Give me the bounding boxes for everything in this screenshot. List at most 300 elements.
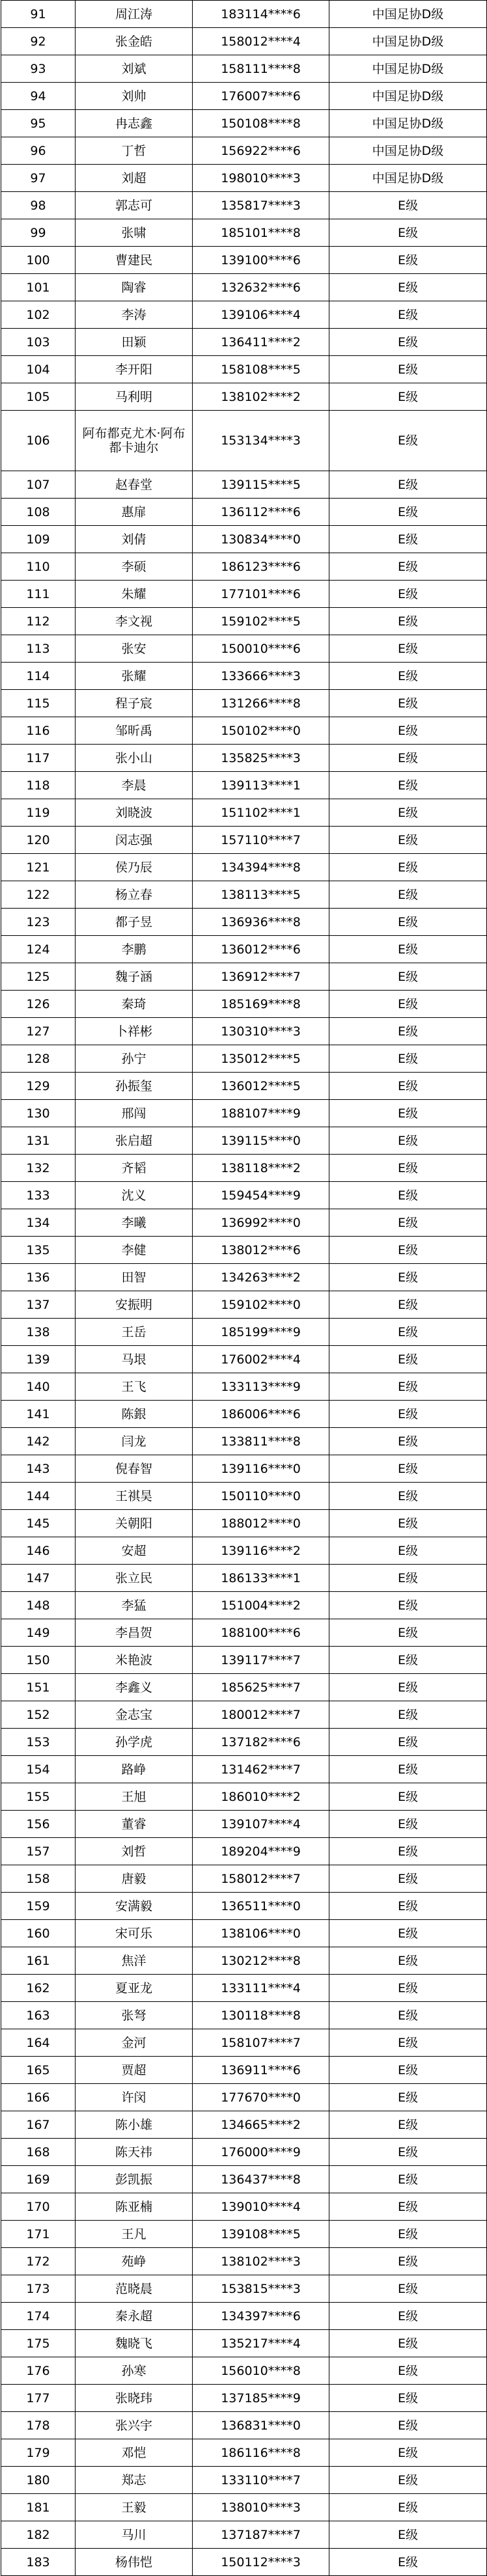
coach-name-cell: 李开阳 <box>76 356 193 383</box>
table-row <box>1 2467 487 2494</box>
license-level-cell: E级 <box>329 1865 487 1893</box>
license-level-cell: E级 <box>329 663 487 690</box>
phone-masked-cell: 130834****0 <box>193 526 329 553</box>
row-number-cell: 177 <box>1 2385 76 2412</box>
row-number-cell: 138 <box>1 1319 76 1346</box>
coach-name-cell: 刘帅 <box>76 83 193 110</box>
table-row <box>1 1865 487 1893</box>
row-number-cell: 91 <box>1 1 76 28</box>
coach-name-cell: 张耀 <box>76 663 193 690</box>
table-row <box>1 2494 487 2521</box>
coach-name-cell: 李鹏 <box>76 936 193 963</box>
license-level-cell: E级 <box>329 2029 487 2057</box>
license-level-cell: E级 <box>329 1483 487 1510</box>
license-level-cell: E级 <box>329 301 487 329</box>
row-number-cell: 121 <box>1 854 76 881</box>
row-number-cell: 102 <box>1 301 76 329</box>
license-level-cell: E级 <box>329 553 487 581</box>
license-level-cell: E级 <box>329 274 487 301</box>
coach-name-cell: 陶睿 <box>76 274 193 301</box>
table-row <box>1 1647 487 1674</box>
row-number-cell: 128 <box>1 1045 76 1073</box>
row-number-cell: 154 <box>1 1756 76 1783</box>
table-row <box>1 1947 487 1975</box>
phone-masked-cell: 136912****7 <box>193 963 329 991</box>
table-row <box>1 2521 487 2549</box>
row-number-cell: 103 <box>1 329 76 356</box>
row-number-cell: 113 <box>1 635 76 663</box>
license-level-cell: E级 <box>329 799 487 827</box>
license-level-cell: E级 <box>329 1756 487 1783</box>
license-level-cell: 中国足协D级 <box>329 28 487 55</box>
table-row <box>1 1237 487 1264</box>
license-level-cell: E级 <box>329 1455 487 1483</box>
license-level-cell: E级 <box>329 1592 487 1619</box>
table-row <box>1 356 487 383</box>
license-level-cell: E级 <box>329 1319 487 1346</box>
row-number-cell: 156 <box>1 1811 76 1838</box>
table-row <box>1 499 487 526</box>
license-level-cell: E级 <box>329 1401 487 1428</box>
row-number-cell: 140 <box>1 1373 76 1401</box>
coach-name-cell: 曹建民 <box>76 247 193 274</box>
phone-masked-cell: 130118****8 <box>193 2002 329 2029</box>
phone-masked-cell: 139115****0 <box>193 1127 329 1155</box>
row-number-cell: 127 <box>1 1018 76 1045</box>
phone-masked-cell: 139106****4 <box>193 301 329 329</box>
coach-name-cell: 王飞 <box>76 1373 193 1401</box>
phone-masked-cell: 177101****6 <box>193 581 329 608</box>
coach-name-cell: 秦永超 <box>76 2303 193 2330</box>
phone-masked-cell: 135012****5 <box>193 1045 329 1073</box>
row-number-cell: 125 <box>1 963 76 991</box>
license-level-cell: E级 <box>329 219 487 247</box>
license-level-cell: E级 <box>329 383 487 411</box>
coach-name-cell: 魏子涵 <box>76 963 193 991</box>
table-row <box>1 301 487 329</box>
table-row <box>1 1975 487 2002</box>
coach-name-cell: 李鑫义 <box>76 1674 193 1701</box>
coach-name-cell: 王凡 <box>76 2221 193 2248</box>
row-number-cell: 162 <box>1 1975 76 2002</box>
license-level-cell: E级 <box>329 2248 487 2275</box>
roster-table <box>1 0 487 2576</box>
table-row <box>1 2111 487 2139</box>
table-row <box>1 1783 487 1811</box>
coach-name-cell: 郑志 <box>76 2467 193 2494</box>
coach-name-cell: 张启超 <box>76 1127 193 1155</box>
phone-masked-cell: 186010****2 <box>193 1783 329 1811</box>
coach-name-cell: 杨伟恺 <box>76 2549 193 2576</box>
table-row <box>1 1483 487 1510</box>
table-row <box>1 854 487 881</box>
row-number-cell: 174 <box>1 2303 76 2330</box>
phone-masked-cell: 133110****7 <box>193 2467 329 2494</box>
phone-masked-cell: 186123****6 <box>193 553 329 581</box>
row-number-cell: 135 <box>1 1237 76 1264</box>
phone-masked-cell: 139116****0 <box>193 1455 329 1483</box>
coach-name-cell: 宋可乐 <box>76 1920 193 1947</box>
phone-masked-cell: 136411****2 <box>193 329 329 356</box>
coach-name-cell: 刘斌 <box>76 55 193 83</box>
row-number-cell: 182 <box>1 2521 76 2549</box>
table-row <box>1 1455 487 1483</box>
table-row <box>1 745 487 772</box>
license-level-cell: E级 <box>329 2139 487 2166</box>
phone-masked-cell: 150102****0 <box>193 717 329 745</box>
row-number-cell: 132 <box>1 1155 76 1182</box>
table-row <box>1 2029 487 2057</box>
license-level-cell: E级 <box>329 2549 487 2576</box>
license-level-cell: E级 <box>329 2193 487 2221</box>
coach-name-cell: 赵春堂 <box>76 471 193 499</box>
row-number-cell: 111 <box>1 581 76 608</box>
license-level-cell: E级 <box>329 356 487 383</box>
table-row <box>1 936 487 963</box>
phone-masked-cell: 130212****8 <box>193 1947 329 1975</box>
row-number-cell: 152 <box>1 1701 76 1729</box>
phone-masked-cell: 185199****9 <box>193 1319 329 1346</box>
table-row <box>1 1674 487 1701</box>
row-number-cell: 181 <box>1 2494 76 2521</box>
row-number-cell: 166 <box>1 2084 76 2111</box>
row-number-cell: 112 <box>1 608 76 635</box>
table-row <box>1 411 487 471</box>
table-row <box>1 1209 487 1237</box>
row-number-cell: 110 <box>1 553 76 581</box>
table-row <box>1 881 487 909</box>
phone-masked-cell: 135817****3 <box>193 192 329 219</box>
table-row <box>1 219 487 247</box>
table-row <box>1 165 487 192</box>
table-row <box>1 1838 487 1865</box>
license-level-cell: E级 <box>329 1264 487 1291</box>
table-row <box>1 1319 487 1346</box>
table-row <box>1 55 487 83</box>
coach-name-cell: 周江涛 <box>76 1 193 28</box>
table-row <box>1 274 487 301</box>
table-row <box>1 663 487 690</box>
phone-masked-cell: 156922****6 <box>193 137 329 165</box>
row-number-cell: 136 <box>1 1264 76 1291</box>
coach-name-cell: 刘超 <box>76 165 193 192</box>
phone-masked-cell: 188107****9 <box>193 1100 329 1127</box>
phone-masked-cell: 150112****3 <box>193 2549 329 2576</box>
license-level-cell: 中国足协D级 <box>329 55 487 83</box>
table-row <box>1 1893 487 1920</box>
license-level-cell: E级 <box>329 881 487 909</box>
phone-masked-cell: 133113****9 <box>193 1373 329 1401</box>
coach-name-cell: 李涛 <box>76 301 193 329</box>
table-row <box>1 690 487 717</box>
table-row <box>1 2357 487 2385</box>
coach-name-cell: 唐毅 <box>76 1865 193 1893</box>
table-row <box>1 2330 487 2357</box>
phone-masked-cell: 150010****6 <box>193 635 329 663</box>
row-number-cell: 170 <box>1 2193 76 2221</box>
table-row <box>1 137 487 165</box>
license-level-cell: E级 <box>329 1947 487 1975</box>
phone-masked-cell: 134263****2 <box>193 1264 329 1291</box>
phone-masked-cell: 183114****6 <box>193 1 329 28</box>
license-level-cell: E级 <box>329 690 487 717</box>
phone-masked-cell: 138113****5 <box>193 881 329 909</box>
table-row <box>1 329 487 356</box>
phone-masked-cell: 137185****9 <box>193 2385 329 2412</box>
phone-masked-cell: 198010****3 <box>193 165 329 192</box>
row-number-cell: 141 <box>1 1401 76 1428</box>
coach-name-cell: 孙宁 <box>76 1045 193 1073</box>
table-row <box>1 1 487 28</box>
row-number-cell: 123 <box>1 909 76 936</box>
row-number-cell: 134 <box>1 1209 76 1237</box>
coach-name-cell: 刘哲 <box>76 1838 193 1865</box>
license-level-cell: E级 <box>329 2439 487 2467</box>
coach-name-cell: 安振明 <box>76 1291 193 1319</box>
license-level-cell: E级 <box>329 2166 487 2193</box>
phone-masked-cell: 138106****0 <box>193 1920 329 1947</box>
row-number-cell: 101 <box>1 274 76 301</box>
table-row <box>1 526 487 553</box>
phone-masked-cell: 177670****0 <box>193 2084 329 2111</box>
phone-masked-cell: 153134****3 <box>193 411 329 471</box>
coach-name-cell: 朱耀 <box>76 581 193 608</box>
table-row <box>1 608 487 635</box>
coach-name-cell: 安超 <box>76 1537 193 1565</box>
table-row <box>1 1291 487 1319</box>
row-number-cell: 147 <box>1 1565 76 1592</box>
coach-name-cell: 惠扉 <box>76 499 193 526</box>
phone-masked-cell: 132632****6 <box>193 274 329 301</box>
phone-masked-cell: 157110****7 <box>193 827 329 854</box>
row-number-cell: 150 <box>1 1647 76 1674</box>
license-level-cell: E级 <box>329 1373 487 1401</box>
coach-name-cell: 张兴宇 <box>76 2412 193 2439</box>
license-level-cell: 中国足协D级 <box>329 137 487 165</box>
row-number-cell: 158 <box>1 1865 76 1893</box>
phone-masked-cell: 133111****4 <box>193 1975 329 2002</box>
phone-masked-cell: 158012****4 <box>193 28 329 55</box>
table-row <box>1 1182 487 1209</box>
coach-name-cell: 李曦 <box>76 1209 193 1237</box>
license-level-cell: E级 <box>329 192 487 219</box>
phone-masked-cell: 156010****8 <box>193 2357 329 2385</box>
table-row <box>1 1729 487 1756</box>
coach-name-cell: 侯乃辰 <box>76 854 193 881</box>
phone-masked-cell: 185101****8 <box>193 219 329 247</box>
row-number-cell: 169 <box>1 2166 76 2193</box>
table-row <box>1 909 487 936</box>
table-row <box>1 1045 487 1073</box>
table-row <box>1 1073 487 1100</box>
coach-name-cell: 王毅 <box>76 2494 193 2521</box>
row-number-cell: 143 <box>1 1455 76 1483</box>
row-number-cell: 148 <box>1 1592 76 1619</box>
coach-name-cell: 王祺昊 <box>76 1483 193 1510</box>
coach-name-cell: 丁哲 <box>76 137 193 165</box>
row-number-cell: 93 <box>1 55 76 83</box>
coach-name-cell: 张安 <box>76 635 193 663</box>
row-number-cell: 180 <box>1 2467 76 2494</box>
coach-name-cell: 李硕 <box>76 553 193 581</box>
license-level-cell: E级 <box>329 1619 487 1647</box>
row-number-cell: 129 <box>1 1073 76 1100</box>
license-level-cell: 中国足协D级 <box>329 83 487 110</box>
coach-name-cell: 许闵 <box>76 2084 193 2111</box>
row-number-cell: 94 <box>1 83 76 110</box>
phone-masked-cell: 136112****6 <box>193 499 329 526</box>
row-number-cell: 105 <box>1 383 76 411</box>
coach-name-cell: 邹昕禹 <box>76 717 193 745</box>
license-level-cell: 中国足协D级 <box>329 1 487 28</box>
coach-name-cell: 齐韬 <box>76 1155 193 1182</box>
coach-name-cell: 邓恺 <box>76 2439 193 2467</box>
coach-name-cell: 孙寒 <box>76 2357 193 2385</box>
license-level-cell: E级 <box>329 1565 487 1592</box>
phone-masked-cell: 185169****8 <box>193 991 329 1018</box>
row-number-cell: 168 <box>1 2139 76 2166</box>
table-row <box>1 1264 487 1291</box>
phone-masked-cell: 138102****3 <box>193 2248 329 2275</box>
table-row <box>1 2057 487 2084</box>
table-row <box>1 581 487 608</box>
row-number-cell: 183 <box>1 2549 76 2576</box>
roster-table-body <box>1 1 487 2576</box>
coach-name-cell: 李文视 <box>76 608 193 635</box>
license-level-cell: E级 <box>329 936 487 963</box>
table-row <box>1 110 487 137</box>
license-level-cell: E级 <box>329 2002 487 2029</box>
coach-name-cell: 陈亚楠 <box>76 2193 193 2221</box>
phone-masked-cell: 158108****5 <box>193 356 329 383</box>
coach-name-cell: 金河 <box>76 2029 193 2057</box>
table-row <box>1 1401 487 1428</box>
phone-masked-cell: 158107****7 <box>193 2029 329 2057</box>
license-level-cell: E级 <box>329 2111 487 2139</box>
table-row <box>1 1701 487 1729</box>
phone-masked-cell: 139100****6 <box>193 247 329 274</box>
coach-name-cell: 董睿 <box>76 1811 193 1838</box>
table-row <box>1 1565 487 1592</box>
table-row <box>1 1373 487 1401</box>
license-level-cell: E级 <box>329 1237 487 1264</box>
license-level-cell: E级 <box>329 1811 487 1838</box>
license-level-cell: E级 <box>329 909 487 936</box>
phone-masked-cell: 150108****8 <box>193 110 329 137</box>
row-number-cell: 122 <box>1 881 76 909</box>
row-number-cell: 119 <box>1 799 76 827</box>
row-number-cell: 133 <box>1 1182 76 1209</box>
row-number-cell: 146 <box>1 1537 76 1565</box>
phone-masked-cell: 133811****8 <box>193 1428 329 1455</box>
phone-masked-cell: 134394****8 <box>193 854 329 881</box>
coach-name-cell: 贾超 <box>76 2057 193 2084</box>
license-level-cell: E级 <box>329 1346 487 1373</box>
license-level-cell: E级 <box>329 963 487 991</box>
phone-masked-cell: 139113****1 <box>193 772 329 799</box>
table-row <box>1 991 487 1018</box>
coach-name-cell: 张金皓 <box>76 28 193 55</box>
phone-masked-cell: 188100****6 <box>193 1619 329 1647</box>
coach-name-cell: 马垠 <box>76 1346 193 1373</box>
table-row <box>1 2084 487 2111</box>
license-level-cell: E级 <box>329 1729 487 1756</box>
row-number-cell: 171 <box>1 2221 76 2248</box>
phone-masked-cell: 134665****2 <box>193 2111 329 2139</box>
license-level-cell: E级 <box>329 247 487 274</box>
row-number-cell: 159 <box>1 1893 76 1920</box>
table-row <box>1 1619 487 1647</box>
phone-masked-cell: 139117****7 <box>193 1647 329 1674</box>
row-number-cell: 109 <box>1 526 76 553</box>
license-level-cell: E级 <box>329 1045 487 1073</box>
row-number-cell: 151 <box>1 1674 76 1701</box>
row-number-cell: 142 <box>1 1428 76 1455</box>
coach-name-cell: 程子宸 <box>76 690 193 717</box>
license-level-cell: E级 <box>329 1975 487 2002</box>
coach-name-cell: 沈义 <box>76 1182 193 1209</box>
phone-masked-cell: 186006****6 <box>193 1401 329 1428</box>
license-level-cell: E级 <box>329 2084 487 2111</box>
phone-masked-cell: 134397****6 <box>193 2303 329 2330</box>
phone-masked-cell: 136511****0 <box>193 1893 329 1920</box>
coach-name-cell: 刘倩 <box>76 526 193 553</box>
phone-masked-cell: 139116****2 <box>193 1537 329 1565</box>
coach-name-cell: 王岳 <box>76 1319 193 1346</box>
license-level-cell: E级 <box>329 1701 487 1729</box>
row-number-cell: 139 <box>1 1346 76 1373</box>
table-row <box>1 192 487 219</box>
coach-name-cell: 安满毅 <box>76 1893 193 1920</box>
row-number-cell: 155 <box>1 1783 76 1811</box>
coach-name-cell: 冉志鑫 <box>76 110 193 137</box>
phone-masked-cell: 138010****3 <box>193 2494 329 2521</box>
license-level-cell: E级 <box>329 772 487 799</box>
table-row <box>1 1100 487 1127</box>
row-number-cell: 163 <box>1 2002 76 2029</box>
license-level-cell: E级 <box>329 1647 487 1674</box>
table-row <box>1 2385 487 2412</box>
coach-name-cell: 秦琦 <box>76 991 193 1018</box>
phone-masked-cell: 139108****5 <box>193 2221 329 2248</box>
license-level-cell: E级 <box>329 635 487 663</box>
coach-name-cell: 邢闯 <box>76 1100 193 1127</box>
coach-name-cell: 陈銀 <box>76 1401 193 1428</box>
coach-name-cell: 焦洋 <box>76 1947 193 1975</box>
phone-masked-cell: 159454****9 <box>193 1182 329 1209</box>
license-level-cell: E级 <box>329 2330 487 2357</box>
row-number-cell: 115 <box>1 690 76 717</box>
license-level-cell: E级 <box>329 1018 487 1045</box>
coach-name-cell: 孙学虎 <box>76 1729 193 1756</box>
license-level-cell: E级 <box>329 471 487 499</box>
row-number-cell: 176 <box>1 2357 76 2385</box>
license-level-cell: E级 <box>329 1100 487 1127</box>
coach-name-cell: 张啸 <box>76 219 193 247</box>
row-number-cell: 107 <box>1 471 76 499</box>
table-row <box>1 717 487 745</box>
license-level-cell: E级 <box>329 411 487 471</box>
coach-name-cell: 金志宝 <box>76 1701 193 1729</box>
table-row <box>1 383 487 411</box>
license-level-cell: E级 <box>329 717 487 745</box>
table-row <box>1 2166 487 2193</box>
table-row <box>1 2303 487 2330</box>
row-number-cell: 106 <box>1 411 76 471</box>
phone-masked-cell: 159102****0 <box>193 1291 329 1319</box>
phone-masked-cell: 151004****2 <box>193 1592 329 1619</box>
license-level-cell: E级 <box>329 2467 487 2494</box>
